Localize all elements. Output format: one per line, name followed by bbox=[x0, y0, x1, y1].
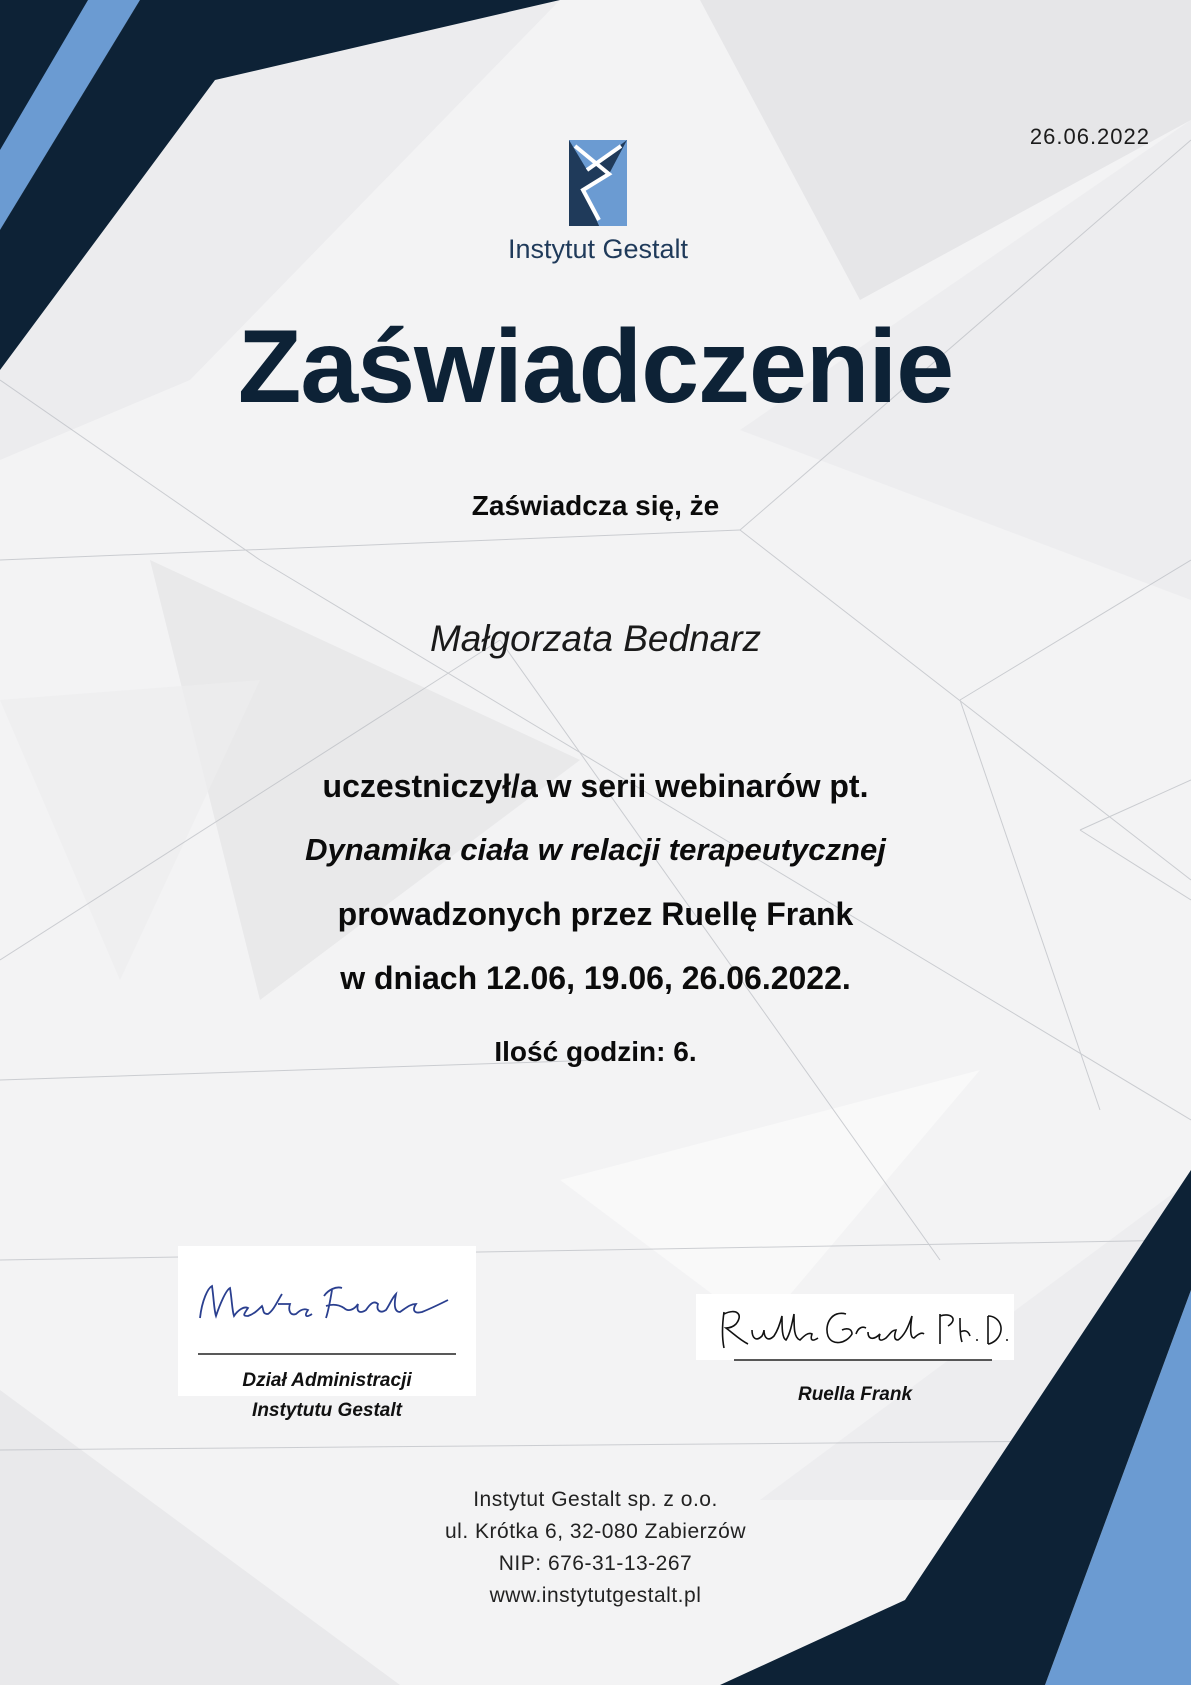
webinar-title: Dynamika ciała w relacji terapeutycznej bbox=[305, 832, 886, 867]
participation-text: uczestniczył/a w serii webinarów pt. bbox=[322, 768, 869, 804]
footer-website[interactable]: www.instytutgestalt.pl bbox=[489, 1584, 702, 1607]
certifies-text: Zaświadcza się, że bbox=[471, 490, 720, 521]
logo bbox=[468, 140, 728, 265]
logo-text: Instytut Gestalt bbox=[507, 234, 689, 264]
handwritten-signature-icon bbox=[696, 1294, 1014, 1360]
participant-name: Małgorzata Bednarz bbox=[429, 618, 762, 659]
footer-nip: NIP: 676-31-13-267 bbox=[498, 1552, 693, 1575]
admin-caption bbox=[178, 1366, 476, 1426]
signature-line bbox=[178, 1352, 476, 1356]
issue-date: 26.06.2022 bbox=[1029, 124, 1150, 149]
footer bbox=[0, 1484, 1191, 1612]
dates-text: w dniach 12.06, 19.06, 26.06.2022. bbox=[340, 960, 851, 996]
handwritten-signature-icon bbox=[178, 1260, 476, 1340]
logo-mark-icon bbox=[569, 140, 627, 226]
instructor-caption-text: Ruella Frank bbox=[797, 1384, 913, 1405]
page-title: Zaświadczenie bbox=[237, 309, 954, 425]
footer-address: ul. Krótka 6, 32-080 Zabierzów bbox=[445, 1520, 746, 1543]
instructor-text: prowadzonych przez Ruellę Frank bbox=[337, 896, 854, 932]
footer-company: Instytut Gestalt sp. z o.o. bbox=[473, 1488, 718, 1511]
instructor-caption bbox=[706, 1380, 1004, 1410]
signature-line bbox=[696, 1358, 1014, 1362]
admin-caption-line1: Dział Administracji bbox=[242, 1370, 412, 1391]
signature-instructor bbox=[696, 1294, 1014, 1360]
admin-caption-line2: Instytutu Gestalt bbox=[252, 1400, 402, 1421]
hours-text: Ilość godzin: 6. bbox=[494, 1036, 697, 1067]
